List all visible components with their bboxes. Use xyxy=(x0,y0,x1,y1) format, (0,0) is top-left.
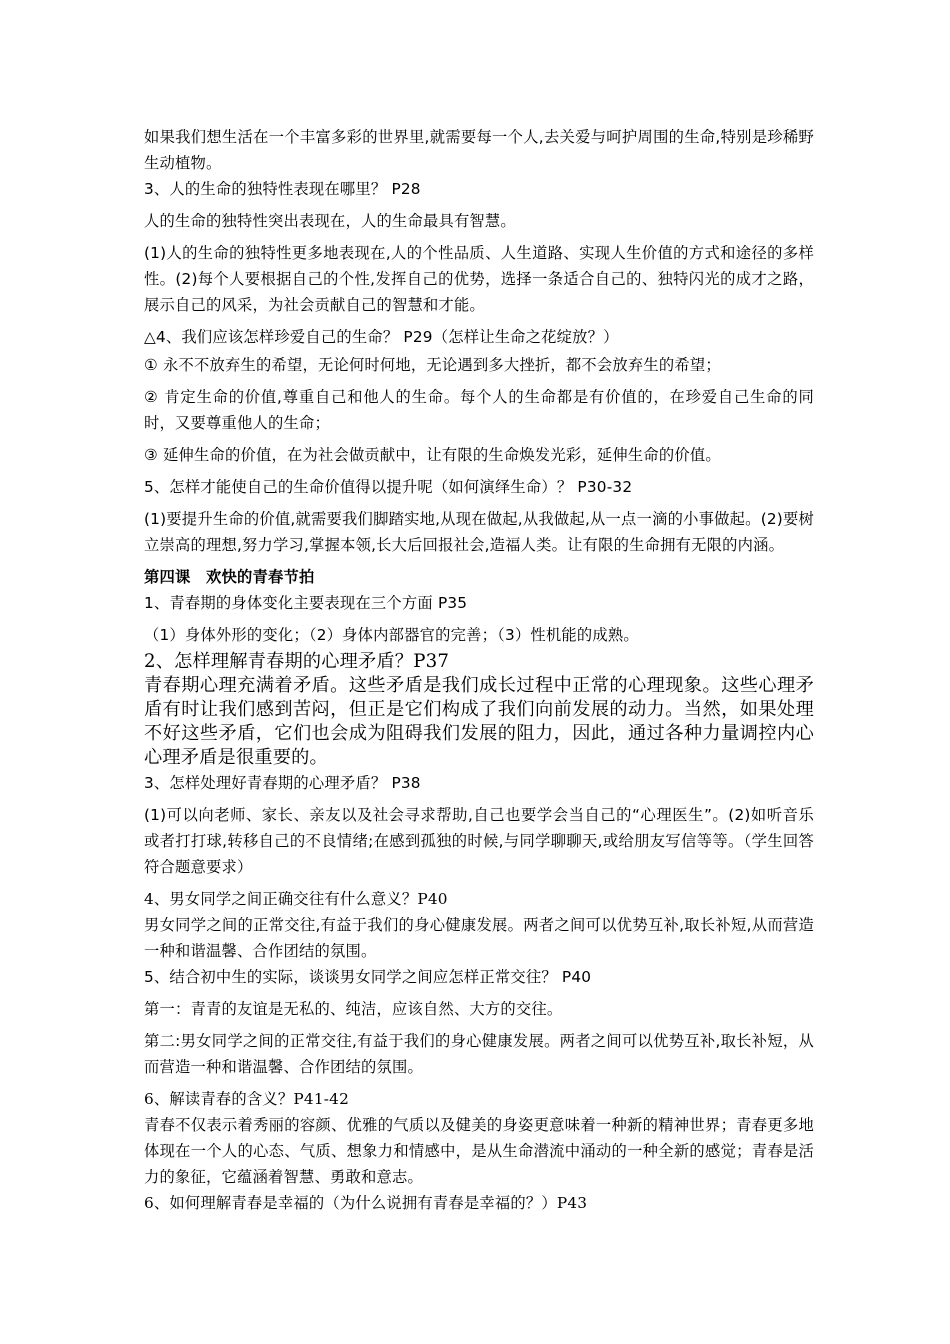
answer-5-detail: (1)要提升生命的价值,就需要我们脚踏实地,从现在做起,从我做起,从一点一滴的小事做起。(2)要树立崇高的理想,努力学习,掌握本领,长大后回报社会,造福人类。让有限的生命拥有无限的内涵。 xyxy=(144,510,814,554)
lesson4-question-6-meaning: 6、解读青春的含义？P41-42 xyxy=(144,1090,349,1108)
question-5-life-value: 5、怎样才能使自己的生命价值得以提升呢（如何演绎生命）？ P30-32 xyxy=(144,478,633,496)
lesson4-question-5: 5、结合初中生的实际，谈谈男女同学之间应怎样正常交往？ P40 xyxy=(144,968,592,986)
lesson4-answer-1: （1）身体外形的变化；（2）身体内部器官的完善；（3）性机能的成熟。 xyxy=(144,626,639,644)
question-4-cherish-life: △4、我们应该怎样珍爱自己的生命？ P29（怎样让生命之花绽放？） xyxy=(144,328,619,346)
lesson-4-heading: 第四课 欢快的青春节拍 xyxy=(144,568,315,586)
lesson4-question-2: 2、怎样理解青春期的心理矛盾？P37 xyxy=(144,651,450,672)
lesson4-question-6-happiness: 6、如何理解青春是幸福的（为什么说拥有青春是幸福的？）P43 xyxy=(144,1194,588,1212)
lesson4-answer-3: (1)可以向老师、家长、亲友以及社会寻求帮助,自己也要学会当自己的“心理医生”。(2)如听音乐或者打打球,转移自己的不良情绪;在感到孤独的时候,与同学聊聊天,或给朋友写信等等。（学生回答符合题意要求） xyxy=(144,806,814,876)
question-3-uniqueness: 3、人的生命的独特性表现在哪里？ P28 xyxy=(144,180,421,198)
answer-4-point-2: ② 肯定生命的价值,尊重自己和他人的生命。每个人的生命都是有价值的，在珍爱自己生命的同时，又要尊重他人的生命； xyxy=(144,388,814,432)
lesson4-answer-2: 青春期心理充满着矛盾。这些矛盾是我们成长过程中正常的心理现象。这些心理矛盾有时让我们感到苦闷，但正是它们构成了我们向前发展的动力。当然，如果处理不好这些矛盾，它们也会成为阻碍我们发展的阻力，因此，通过各种力量调控内心心理矛盾是很重要的。 xyxy=(144,675,814,768)
lesson4-answer-6-meaning: 青春不仅表示着秀丽的容颜、优雅的气质以及健美的身姿更意味着一种新的精神世界；青春更多地体现在一个人的心态、气质、想象力和情感中，是从生命潜流中涌动的一种全新的感觉；青春是活力的象征，它蕴涵着智慧、勇敢和意志。 xyxy=(144,1116,814,1186)
lesson4-question-4: 4、男女同学之间正确交往有什么意义？P40 xyxy=(144,890,448,908)
answer-3-detail: (1)人的生命的独特性更多地表现在,人的个性品质、人生道路、实现人生价值的方式和途径的多样性。(2)每个人要根据自己的个性,发挥自己的优势，选择一条适合自己的、独特闪光的成才之路，展示自己的风采，为社会贡献自己的智慧和才能。 xyxy=(144,244,814,314)
lesson4-question-1: 1、青春期的身体变化主要表现在三个方面 P35 xyxy=(144,594,468,612)
answer-3-summary: 人的生命的独特性突出表现在，人的生命最具有智慧。 xyxy=(144,212,516,230)
paragraph-protect-wildlife: 如果我们想生活在一个丰富多彩的世界里,就需要每一个人,去关爱与呵护周围的生命,特别是珍稀野生动植物。 xyxy=(144,128,814,172)
lesson4-answer-4: 男女同学之间的正常交往,有益于我们的身心健康发展。两者之间可以优势互补,取长补短,从而营造一种和谐温馨、合作团结的氛围。 xyxy=(144,916,814,960)
answer-4-point-3: ③ 延伸生命的价值，在为社会做贡献中，让有限的生命焕发光彩，延伸生命的价值。 xyxy=(144,446,721,464)
lesson4-answer-5-first: 第一：青青的友谊是无私的、纯洁，应该自然、大方的交往。 xyxy=(144,1000,563,1018)
answer-4-point-1: ① 永不不放弃生的希望，无论何时何地，无论遇到多大挫折，都不会放弃生的希望； xyxy=(144,356,721,374)
lesson4-question-3: 3、怎样处理好青春期的心理矛盾？ P38 xyxy=(144,774,421,792)
lesson4-answer-5-second: 第二:男女同学之间的正常交往,有益于我们的身心健康发展。两者之间可以优势互补,取长补短，从而营造一种和谐温馨、合作团结的氛围。 xyxy=(144,1032,814,1076)
document-body xyxy=(144,124,814,1216)
